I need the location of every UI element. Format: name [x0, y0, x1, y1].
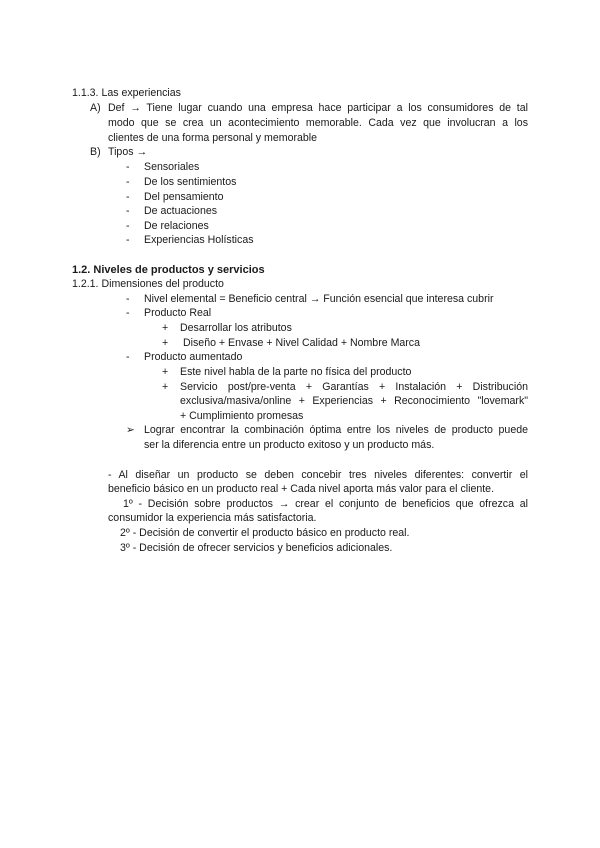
arrow-item: Lograr encontrar la combinación óptima entre los niveles de producto puede	[144, 424, 528, 436]
list-item: Producto aumentado	[144, 351, 243, 363]
subsection-title: 1.2.1. Dimensiones del producto	[72, 278, 224, 290]
list-item: Servicio post/pre-venta + Garantías + Instalación + Distribución	[180, 381, 528, 393]
dash-bullet: -	[126, 307, 130, 319]
list-item: Este nivel habla de la parte no física del producto	[180, 366, 412, 378]
list-item: Diseño + Envase + Nivel Calidad + Nombre Marca	[183, 337, 420, 349]
section-title: 1.1.3. Las experiencias	[72, 87, 181, 99]
list-item: Nivel elemental = Beneficio central → Función esencial que interesa cubrir	[144, 293, 494, 305]
dash-bullet: -	[126, 176, 130, 188]
dash-bullet: -	[126, 161, 130, 173]
tipos-label: Tipos →	[108, 146, 148, 158]
paragraph-line: - Al diseñar un producto se deben concebir tres niveles diferentes: convertir el	[108, 469, 528, 481]
list-marker-b: B)	[90, 146, 101, 158]
paragraph-line: beneficio básico en un producto real + Cada nivel aporta más valor para el cliente.	[108, 483, 495, 495]
paragraph-line: 2º - Decisión de convertir el producto básico en producto real.	[120, 527, 410, 539]
section-heading: 1.2. Niveles de productos y servicios	[72, 264, 265, 276]
list-item: + Cumplimiento promesas	[180, 410, 304, 422]
list-marker-a: A)	[90, 102, 101, 114]
list-item: Sensoriales	[144, 161, 200, 173]
list-item: De los sentimientos	[144, 176, 237, 188]
definition-line: clientes de una forma personal y memorable	[108, 132, 318, 144]
plus-bullet: +	[162, 366, 169, 378]
definition-line: modo que se crea un acontecimiento memorable. Cada vez que involucran a los	[108, 117, 528, 129]
definition-line: Def → Tiene lugar cuando una empresa hace participar a los consumidores de tal	[108, 102, 528, 114]
list-item: De actuaciones	[144, 205, 218, 217]
list-item: Experiencias Holísticas	[144, 234, 254, 246]
plus-bullet: +	[162, 337, 169, 349]
paragraph-line: 1º - Decisión sobre productos → crear el conjunto de beneficios que ofrezca al	[123, 498, 528, 510]
paragraph-line: 3º - Decisión de ofrecer servicios y beneficios adicionales.	[120, 542, 393, 554]
arrow-item: ser la diferencia entre un producto exitoso y un producto más.	[144, 439, 435, 451]
dash-bullet: -	[126, 191, 130, 203]
dash-bullet: -	[126, 220, 130, 232]
list-item: Producto Real	[144, 307, 212, 319]
list-item: Del pensamiento	[144, 191, 224, 203]
list-item: exclusiva/masiva/online + Experiencias + Reconocimiento "lovemark"	[180, 395, 528, 407]
list-item: De relaciones	[144, 220, 209, 232]
paragraph-line: consumidor la experiencia más satisfactoria.	[108, 512, 317, 524]
list-item: Desarrollar los atributos	[180, 322, 292, 334]
dash-bullet: -	[126, 293, 130, 305]
plus-bullet: +	[162, 322, 169, 334]
arrow-bullet-icon: ➢	[126, 424, 135, 436]
plus-bullet: +	[162, 381, 169, 393]
dash-bullet: -	[126, 351, 130, 363]
dash-bullet: -	[126, 205, 130, 217]
dash-bullet: -	[126, 234, 130, 246]
